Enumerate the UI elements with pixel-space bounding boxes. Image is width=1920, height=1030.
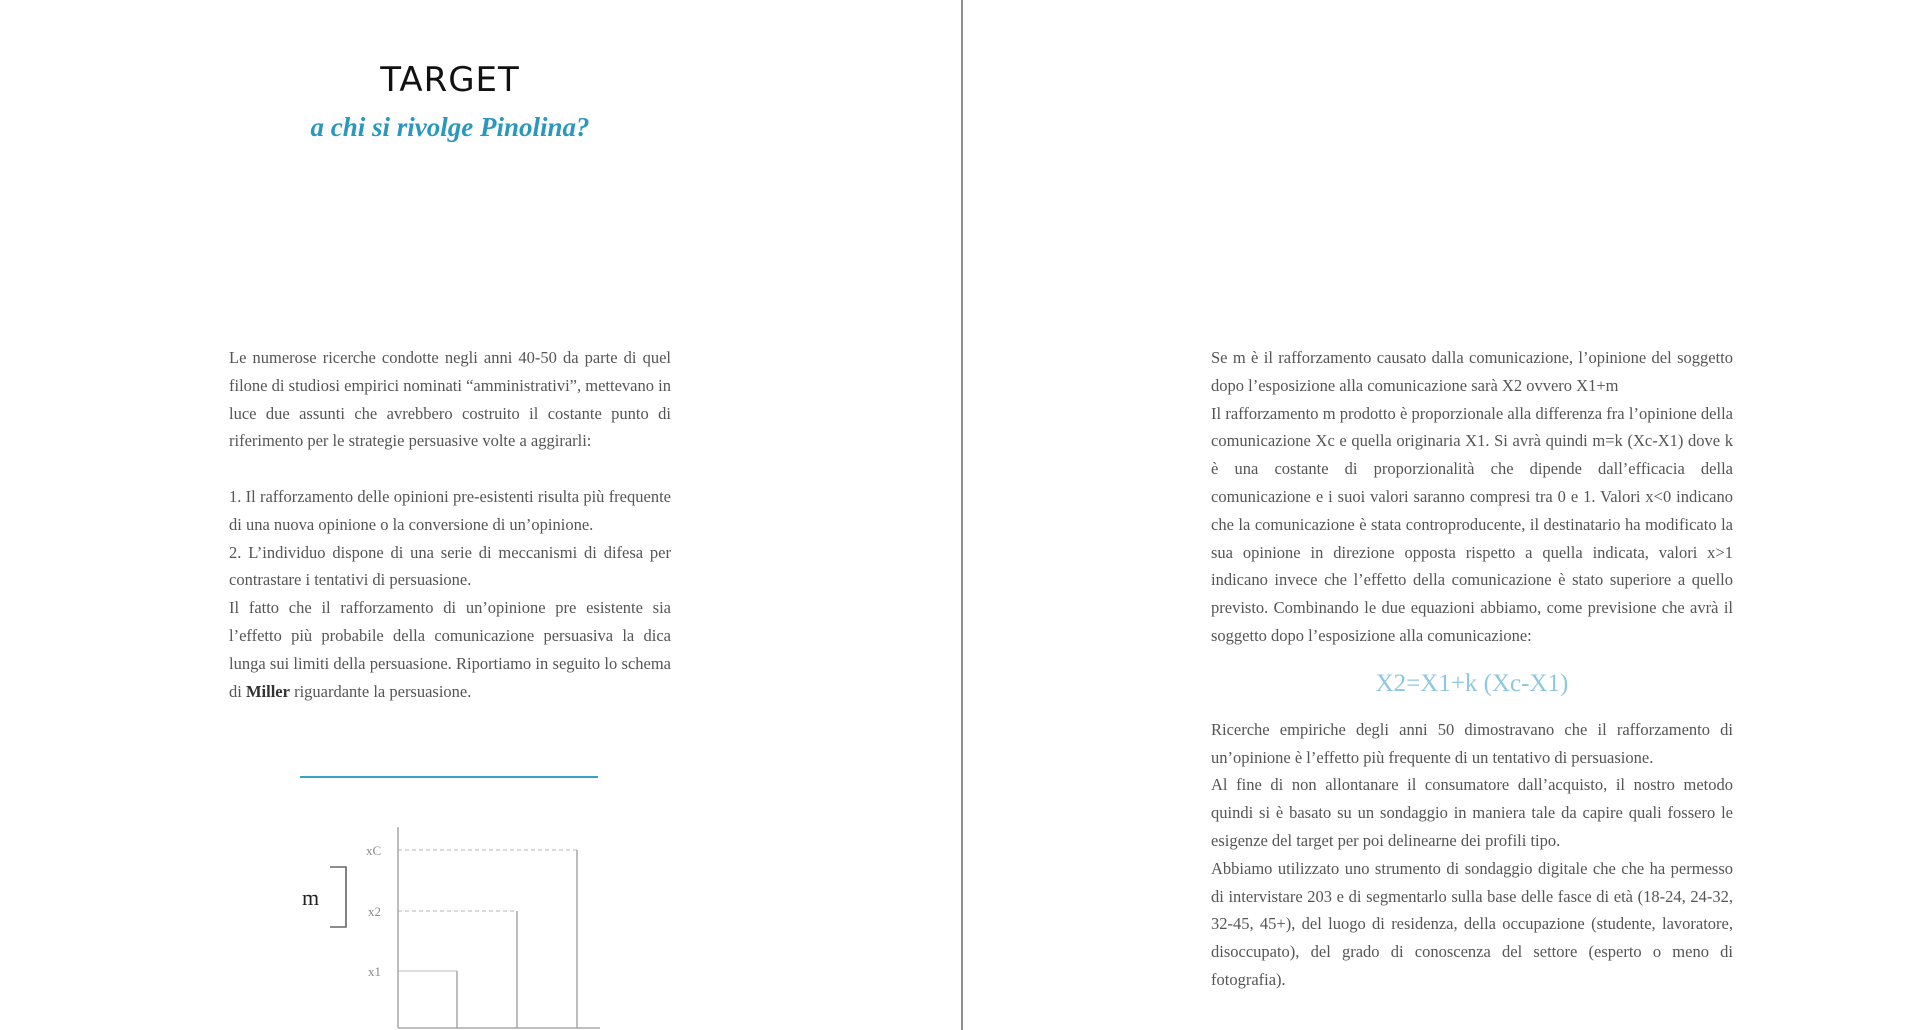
ricerche-paragraph: Ricerche empiriche degli anni 50 dimostravano che il rafforzamento di un’opinione è l’effetto più frequente di un tentativo di persuasione.: [1211, 719, 1733, 767]
closing-text-a: Il fatto che il rafforzamento di un’opinione pre esistente sia l’effetto più probabile della comunicazione persuasiva la dica lunga sui limiti della persuasione. Riportiamo in seguito lo schema di: [229, 598, 671, 701]
closing-text-b: riguardante la persuasione.: [289, 681, 472, 701]
left-body-column: [229, 344, 671, 705]
proporzionale-paragraph: Il rafforzamento m prodotto è proporzionale alla differenza fra l’opinione della comunicazione Xc e quella originaria X1. Si avrà quindi m=k (Xc-X1) dove k è una costante di proporzionalità che dipende dall’efficacia della comunicazione e i suoi valori saranno compresi tra 0 e 1. Valori x<0 indicano che la comunicazione è stata controproducente, il destinatario ha modificato la sua opinione in direzione opposta rispetto a quella indicata, valori x>1 indicano invece che l’effetto della comunicazione è stato superiore a quello previsto. Combinando le due equazioni abbiamo, come previsione che avrà il soggetto dopo l’esposizione alla comunicazione:: [1211, 403, 1733, 645]
page-subtitle: a chi si rivolge Pinolina?: [310, 112, 590, 142]
paragraph-gap: [229, 455, 671, 483]
sondaggio-paragraph: Abbiamo utilizzato uno strumento di sondaggio digitale che che ha permesso di intervistare 203 e di segmentarlo sulla base delle fasce di età (18-24, 24-32, 32-45, 45+), del luogo di residenza, della occupazione (studente, lavoratore, disoccupato), del grado di conoscenza del settore (esperto o meno di fotografia).: [1211, 858, 1733, 989]
m-bracket: [330, 867, 346, 927]
x2-label: x2: [368, 904, 381, 919]
right-body-column: [1211, 344, 1733, 994]
point-2-paragraph: 2. L’individuo dispone di una serie di meccanismi di difesa per contrastare i tentativi di persuasione.: [229, 542, 671, 590]
rafforzamento-paragraph: Se m è il rafforzamento causato dalla comunicazione, l’opinione del soggetto dopo l’esposizione alla comunicazione sarà X2 ovvero X1+m: [1211, 348, 1733, 395]
x1-label: x1: [368, 964, 381, 979]
point-1-paragraph: 1. Il rafforzamento delle opinioni pre-esistenti risulta più frequente di una nuova opinione o la conversione di un’opinione.: [229, 486, 671, 534]
section-divider: [300, 776, 598, 778]
formula: X2=X1+k (Xc-X1): [1375, 669, 1569, 697]
page-title: TARGET: [380, 60, 520, 100]
metodo-paragraph: Al fine di non allontanare il consumatore dall’acquisto, il nostro metodo quindi si è basato su un sondaggio in maniera tale da capire quali fossero le esigenze del target per poi delinearne dei profili tipo.: [1211, 775, 1733, 850]
page-gutter: [961, 0, 963, 1030]
m-label: m: [302, 885, 320, 910]
persuasion-diagram: [290, 815, 610, 1030]
intro-paragraph: Le numerose ricerche condotte negli anni 40-50 da parte di quel filone di studiosi empirici nominati “amministrativi”, mettevano in luce due assunti che avrebbero costruito il costante punto di riferimento per le strategie persuasive volte a aggirarli:: [229, 348, 671, 451]
author-name: Miller: [245, 681, 290, 701]
closing-paragraph: [229, 594, 671, 705]
xc-label: xC: [366, 843, 382, 858]
